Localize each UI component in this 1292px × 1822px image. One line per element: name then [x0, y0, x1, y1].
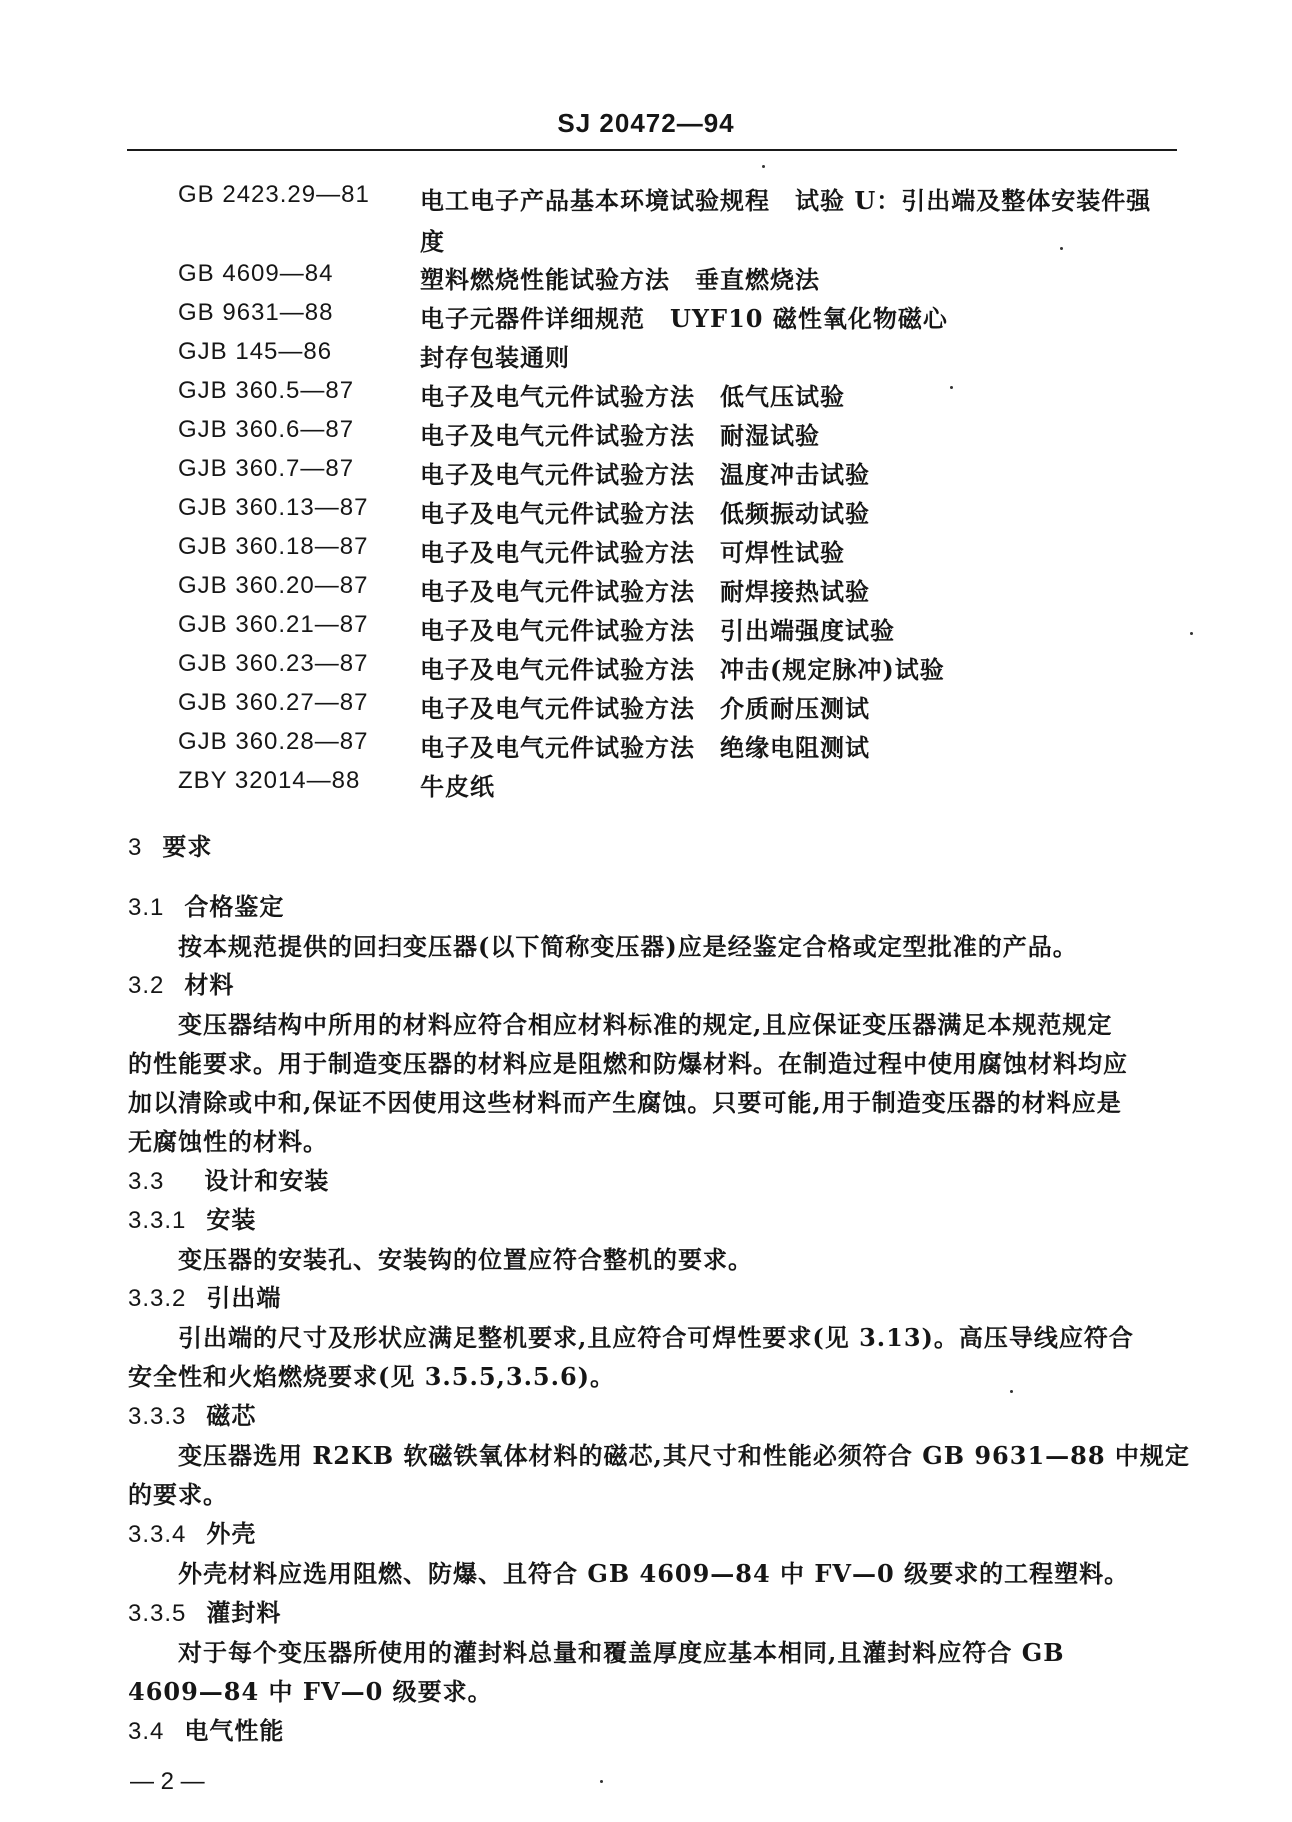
- reference-title-continuation: 度: [420, 227, 444, 256]
- reference-title: 电子及电气元件试验方法 耐焊接热试验: [420, 577, 870, 606]
- section-heading-3-3-4: [128, 1514, 256, 1549]
- reference-row: [0, 689, 1292, 727]
- paragraph-line: 安全性和火焰燃烧要求(见 3.5.5,3.5.6)。: [128, 1362, 616, 1391]
- section-heading-3-3: [128, 1161, 329, 1196]
- reference-row: [0, 377, 1292, 415]
- reference-row: [0, 338, 1292, 376]
- section-number: 3.1: [128, 894, 165, 921]
- reference-title: 电子及电气元件试验方法 低频振动试验: [420, 499, 870, 528]
- section-title: 要求: [162, 832, 213, 861]
- paragraph-line: 外壳材料应选用阻燃、防爆、且符合 GB 4609—84 中 FV—0 级要求的工程塑料。: [178, 1559, 1130, 1588]
- section-title: 磁芯: [206, 1401, 257, 1430]
- section-heading-3-4: [128, 1711, 284, 1746]
- reference-code: GJB 360.7—87: [178, 455, 355, 482]
- section-heading-3: [128, 827, 212, 862]
- scan-speck: [950, 386, 953, 389]
- reference-row: [0, 455, 1292, 493]
- reference-row: [0, 650, 1292, 688]
- reference-title: 电子及电气元件试验方法 低气压试验: [420, 382, 845, 411]
- paragraph-line: 变压器选用 R2KB 软磁铁氧体材料的磁芯,其尺寸和性能必须符合 GB 9631—88 中规定: [178, 1441, 1190, 1470]
- reference-title: 电工电子产品基本环境试验规程 试验 U：引出端及整体安装件强: [420, 186, 1152, 215]
- reference-row-continuation: [0, 222, 1292, 260]
- reference-row: [0, 533, 1292, 571]
- section-number: 3.4: [128, 1718, 165, 1745]
- reference-row: [0, 416, 1292, 454]
- reference-row: [0, 260, 1292, 298]
- reference-code: GJB 360.6—87: [178, 416, 355, 443]
- scan-speck: [600, 1780, 603, 1783]
- reference-code: GJB 360.20—87: [178, 572, 369, 599]
- reference-title: 塑料燃烧性能试验方法 垂直燃烧法: [420, 265, 820, 294]
- reference-title: 牛皮纸: [420, 772, 495, 801]
- reference-row: [0, 728, 1292, 766]
- section-title: 电气性能: [184, 1716, 285, 1745]
- paragraph-line: 加以清除或中和,保证不因使用这些材料而产生腐蚀。只要可能,用于制造变压器的材料应是: [128, 1088, 1122, 1117]
- reference-code: GJB 360.27—87: [178, 689, 369, 716]
- section-heading-3-3-5: [128, 1593, 281, 1628]
- scan-speck: [762, 165, 765, 168]
- scan-speck: [1060, 247, 1063, 250]
- reference-code: GB 2423.29—81: [178, 181, 370, 208]
- section-number: 3.3.2: [128, 1285, 187, 1312]
- reference-title: 电子及电气元件试验方法 冲击(规定脉冲)试验: [420, 655, 945, 684]
- reference-code: GJB 360.18—87: [178, 533, 369, 560]
- section-number: 3.3.5: [128, 1600, 187, 1627]
- section-number: 3: [128, 834, 143, 861]
- reference-title: 电子及电气元件试验方法 绝缘电阻测试: [420, 733, 870, 762]
- section-title: 安装: [206, 1205, 257, 1234]
- reference-code: GJB 360.13—87: [178, 494, 369, 521]
- paragraph-line: 对于每个变压器所使用的灌封料总量和覆盖厚度应基本相同,且灌封料应符合 GB: [178, 1638, 1065, 1667]
- paragraph-line: 按本规范提供的回扫变压器(以下简称变压器)应是经鉴定合格或定型批准的产品。: [178, 932, 1078, 961]
- section-number: 3.3.3: [128, 1403, 187, 1430]
- reference-title: 电子及电气元件试验方法 耐湿试验: [420, 421, 820, 450]
- section-number: 3.3.4: [128, 1521, 187, 1548]
- section-number: 3.2: [128, 972, 165, 999]
- paragraph-line: 引出端的尺寸及形状应满足整机要求,且应符合可焊性要求(见 3.13)。高压导线应符合: [178, 1323, 1134, 1352]
- header-rule: [127, 149, 1177, 151]
- reference-title: 电子及电气元件试验方法 温度冲击试验: [420, 460, 870, 489]
- reference-code: GJB 360.5—87: [178, 377, 355, 404]
- reference-row: [0, 572, 1292, 610]
- reference-title: 电子元器件详细规范 UYF10 磁性氧化物磁心: [420, 304, 948, 333]
- paragraph-line: 变压器的安装孔、安装钩的位置应符合整机的要求。: [178, 1245, 753, 1274]
- section-heading-3-3-3: [128, 1396, 256, 1431]
- section-title: 灌封料: [206, 1598, 282, 1627]
- section-title: 合格鉴定: [184, 892, 285, 921]
- reference-code: GB 9631—88: [178, 299, 334, 326]
- section-title: 设计和安装: [204, 1166, 330, 1195]
- reference-code: GJB 360.21—87: [178, 611, 369, 638]
- section-number: 3.3: [128, 1168, 165, 1195]
- reference-code: GB 4609—84: [178, 260, 334, 287]
- page-number: — 2 —: [130, 1768, 205, 1795]
- section-heading-3-2: [128, 965, 234, 1000]
- section-title: 材料: [184, 970, 235, 999]
- paragraph-line: 4609—84 中 FV—0 级要求。: [128, 1677, 493, 1706]
- reference-row: [0, 611, 1292, 649]
- section-heading-3-1: [128, 887, 284, 922]
- reference-code: GJB 360.28—87: [178, 728, 369, 755]
- reference-code: GJB 360.23—87: [178, 650, 369, 677]
- reference-row: [0, 181, 1292, 219]
- section-title: 外壳: [206, 1519, 257, 1548]
- paragraph-line: 的性能要求。用于制造变压器的材料应是阻燃和防爆材料。在制造过程中使用腐蚀材料均应: [128, 1049, 1128, 1078]
- section-number: 3.3.1: [128, 1207, 187, 1234]
- reference-row: [0, 494, 1292, 532]
- reference-code: ZBY 32014—88: [178, 767, 361, 794]
- paragraph-line: 变压器结构中所用的材料应符合相应材料标准的规定,且应保证变压器满足本规范规定: [178, 1010, 1113, 1039]
- reference-title: 封存包装通则: [420, 343, 570, 372]
- reference-title: 电子及电气元件试验方法 可焊性试验: [420, 538, 845, 567]
- section-heading-3-3-1: [128, 1200, 256, 1235]
- section-heading-3-3-2: [128, 1278, 281, 1313]
- section-title: 引出端: [206, 1283, 282, 1312]
- paragraph-line: 无腐蚀性的材料。: [128, 1127, 328, 1156]
- reference-title: 电子及电气元件试验方法 引出端强度试验: [420, 616, 895, 645]
- reference-code: GJB 145—86: [178, 338, 333, 365]
- reference-row: [0, 299, 1292, 337]
- scan-speck: [1010, 1390, 1013, 1393]
- scan-speck: [1190, 632, 1193, 635]
- reference-title: 电子及电气元件试验方法 介质耐压测试: [420, 694, 870, 723]
- reference-row: [0, 767, 1292, 805]
- paragraph-line: 的要求。: [128, 1480, 228, 1509]
- document-header: SJ 20472—94: [557, 108, 735, 138]
